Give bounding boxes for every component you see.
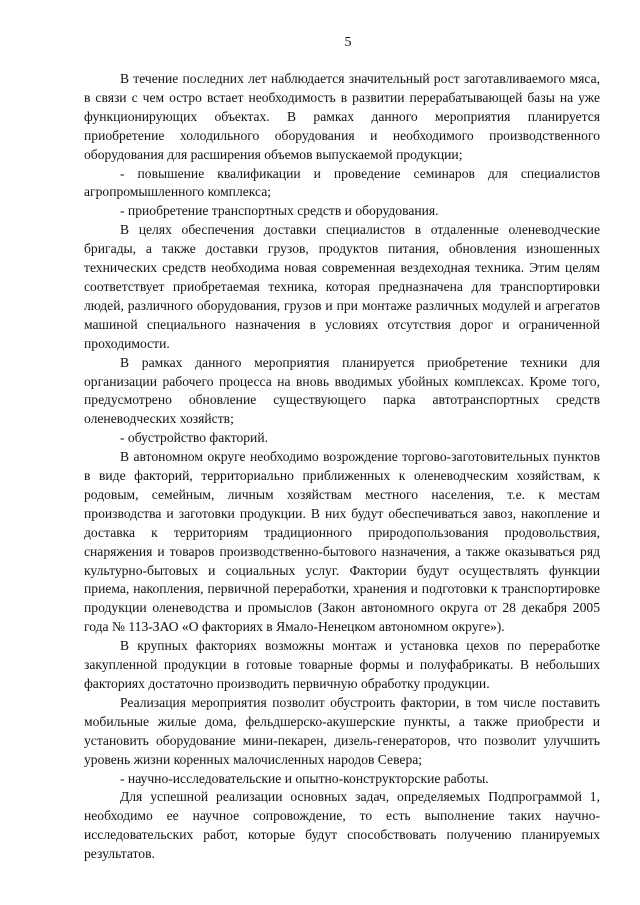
paragraph-all-terrain-vehicles: В целях обеспечения доставки специалистов в отдаленные оленеводческие бригады, а также доставки грузов, продуктов питания, обновления изношенных технических средств необходима новая современная вездеходная техника. Этим целям соответствует приобретаемая техника, которая предназначена для транспортировки людей, различного оборудования, грузов и при монтаже различных модулей и агрегатов машиной специального назначения в условиях отсутствия дорог и ограниченной проходимости. xyxy=(84,222,600,351)
list-item-qualification: - повышение квалификации и проведение семинаров для специалистов агропромышленного комплекса; xyxy=(84,165,600,200)
list-item-research: - научно-исследовательские и опытно-конструкторские работы. xyxy=(120,770,489,786)
paragraph-implementation: Реализация мероприятия позволит обустроить фактории, в том числе поставить мобильные жилые дома, фельдшерско-акушерские пункты, а также приобрести и установить оборудование мини-пекарен, дизель-генераторов, что позволит улучшить уровень жизни коренных малочисленных народов Севера; xyxy=(84,694,600,767)
document-body xyxy=(84,70,600,864)
list-item-factories: - обустройство факторий. xyxy=(120,430,268,446)
paragraph-trading-posts: В автономном округе необходимо возрождение торгово-заготовительных пунктов в виде факторий, территориально приближенных к оленеводческим хозяйствам, к родовым, семейным, личным хозяйствам местного населения, т.е. к местам производства и заготовки продукции. В них будут обеспечиваться завоз, накопление и доставка к территориям традиционного природопользования продовольствия, снаряжения и товаров производственно-бытового назначения, а также оказываться ряд культурно-бытовых и социальных услуг. Фактории будут осуществлять функции приема, накопления, первичной переработки, хранения и подготовки к транспортировке продукции оленеводства и промыслов (Закон автономного округа от 28 декабря 2005 года № 113-ЗАО «О факториях в Ямало-Ненецком автономном округе»). xyxy=(84,449,600,635)
paragraph-slaughter-complexes: В рамках данного мероприятия планируется приобретение техники для организации рабочего процесса на вновь вводимых убойных комплексах. Кроме того, предусмотрено обновление существующего парка автотранспортных средств оленеводческих хозяйств; xyxy=(84,354,600,427)
paragraph-scientific-support: Для успешной реализации основных задач, определяемых Подпрограммой 1, необходимо ее научное сопровождение, то есть выполнение таких научно-исследовательских работ, которые будут способствовать получению планируемых результатов. xyxy=(84,789,600,862)
list-item-transport-purchase: - приобретение транспортных средств и оборудования. xyxy=(120,203,439,219)
page-number: 5 xyxy=(344,35,352,50)
paragraph-meat-processing: В течение последних лет наблюдается значительный рост заготавливаемого мяса, в связи с чем остро встает необходимость в развитии перерабатывающей базы на уже функционирующих объектах. В рамках данного мероприятия планируется приобретение холодильного оборудования и необходимого производственного оборудования для расширения объемов выпускаемой продукции; xyxy=(84,71,600,162)
paragraph-processing-workshops: В крупных факториях возможны монтаж и установка цехов по переработке закупленной продукции в готовые товарные формы и полуфабрикаты. В небольших факториях достаточно производить первичную обработку продукции. xyxy=(84,638,600,691)
